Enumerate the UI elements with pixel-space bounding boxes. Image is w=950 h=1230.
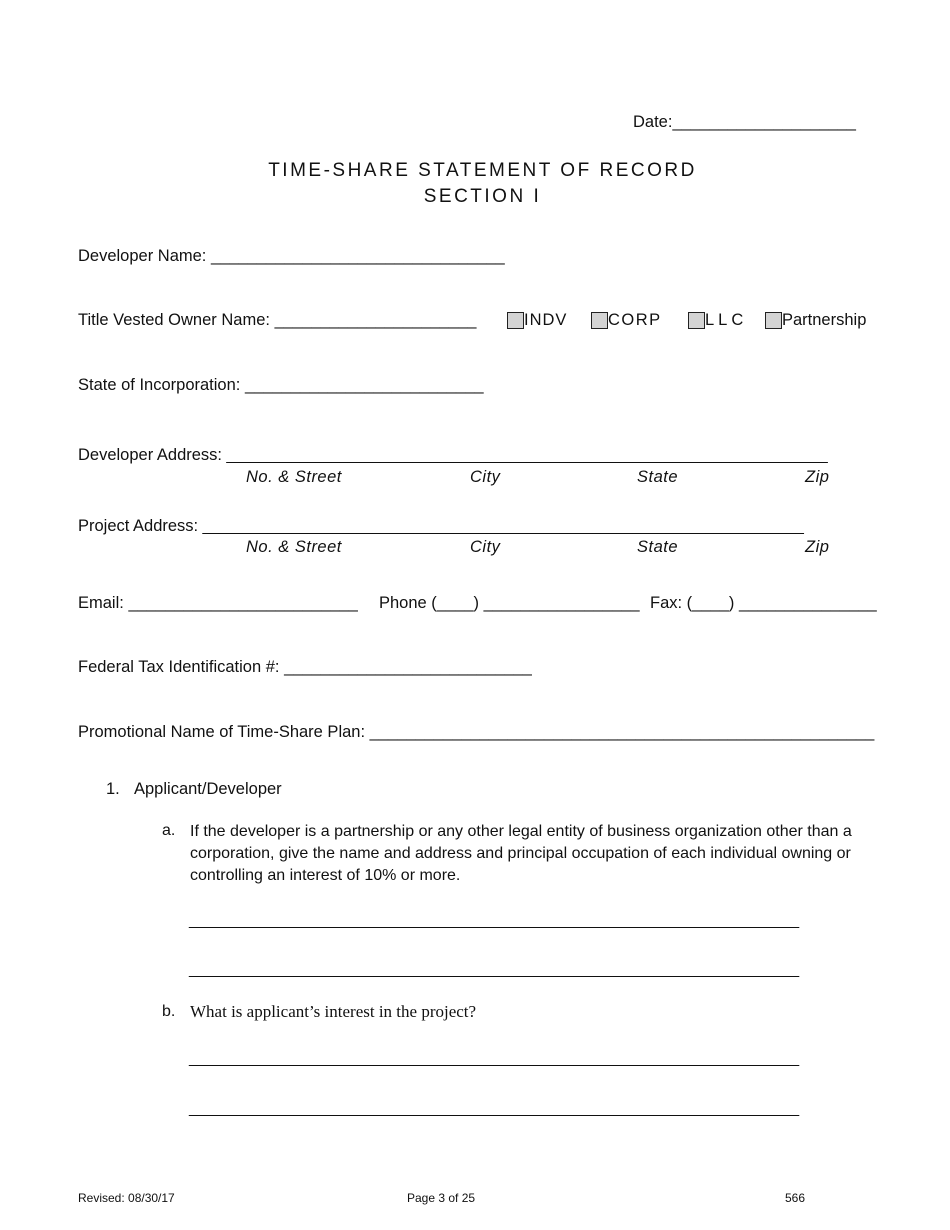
- corp-label: CORP: [608, 311, 662, 329]
- developer-street-caption: No. & Street: [246, 468, 342, 486]
- title-vested-owner-label: Title Vested Owner Name:: [78, 311, 270, 329]
- promotional-name-row: [78, 723, 874, 742]
- item-a-letter: a.: [162, 822, 176, 839]
- title-vested-owner-row: [78, 311, 476, 330]
- owner-type-indv[interactable]: [507, 311, 567, 330]
- developer-zip-caption: Zip: [805, 468, 830, 486]
- item-b-letter: b.: [162, 1003, 176, 1020]
- llc-checkbox[interactable]: [688, 312, 705, 329]
- email-row: [78, 594, 358, 613]
- owner-type-llc[interactable]: [688, 311, 747, 330]
- developer-name-label: Developer Name:: [78, 247, 207, 265]
- email-label: Email:: [78, 594, 124, 612]
- section-1-heading: Applicant/Developer: [134, 780, 282, 798]
- state-of-incorporation-row: [78, 376, 484, 395]
- owner-type-corp[interactable]: [591, 311, 662, 330]
- footer-revised: Revised: 08/30/17: [78, 1191, 175, 1205]
- item-a-answer-line-2[interactable]: ____________________________________________________________________________: [189, 961, 799, 978]
- date-input[interactable]: ____________________: [672, 113, 856, 131]
- llc-label: LLC: [705, 311, 748, 329]
- footer-page-number: Page 3 of 25: [407, 1191, 476, 1205]
- project-address-row: [78, 517, 803, 536]
- owner-type-partnership[interactable]: [765, 311, 866, 330]
- developer-address-label: Developer Address:: [78, 446, 222, 464]
- state-of-incorporation-label: State of Incorporation:: [78, 376, 241, 394]
- project-address-label: Project Address:: [78, 517, 199, 535]
- footer-form-number: 566: [785, 1191, 806, 1205]
- federal-tax-id-input[interactable]: ___________________________: [284, 658, 532, 676]
- developer-name-row: [78, 247, 505, 266]
- phone-label: Phone (____): [379, 594, 479, 612]
- email-input[interactable]: _________________________: [128, 594, 358, 612]
- project-address-input[interactable]: __________________________________________________________________________: [202, 518, 804, 535]
- section-1-number: 1.: [106, 780, 120, 798]
- date-line: [633, 113, 856, 132]
- phone-row: [379, 594, 640, 613]
- project-city-caption: City: [470, 538, 501, 556]
- indv-label: INDV: [524, 311, 568, 329]
- developer-city-caption: City: [470, 468, 501, 486]
- partnership-label: Partnership: [782, 311, 867, 329]
- title-vested-owner-input[interactable]: ______________________: [274, 311, 477, 329]
- fax-input[interactable]: _______________: [738, 594, 877, 612]
- item-b-answer-line-1[interactable]: ____________________________________________________________________________: [189, 1050, 799, 1067]
- federal-tax-id-row: [78, 658, 532, 677]
- federal-tax-id-label: Federal Tax Identification #:: [78, 658, 280, 676]
- indv-checkbox[interactable]: [507, 312, 524, 329]
- fax-label: Fax: (____): [650, 594, 735, 612]
- date-label: Date:: [633, 113, 673, 131]
- item-a-answer-line-1[interactable]: ____________________________________________________________________________: [189, 912, 799, 929]
- corp-checkbox[interactable]: [591, 312, 608, 329]
- developer-address-row: [78, 446, 827, 465]
- item-b-question: What is applicant’s interest in the project?: [190, 1002, 477, 1021]
- developer-name-input[interactable]: ________________________________: [210, 247, 505, 265]
- developer-state-caption: State: [637, 468, 679, 486]
- promotional-name-label: Promotional Name of Time-Share Plan:: [78, 723, 366, 741]
- section-title: SECTION I: [423, 186, 542, 207]
- promotional-name-input[interactable]: _______________________________________________________: [369, 723, 875, 741]
- phone-input[interactable]: _________________: [483, 594, 640, 612]
- document-title: TIME-SHARE STATEMENT OF RECORD: [268, 160, 697, 181]
- developer-address-input[interactable]: __________________________________________________________________________: [226, 447, 828, 464]
- state-of-incorporation-input[interactable]: __________________________: [244, 376, 484, 394]
- project-state-caption: State: [637, 538, 679, 556]
- partnership-checkbox[interactable]: [765, 312, 782, 329]
- fax-row: [650, 594, 877, 613]
- item-b-answer-line-2[interactable]: ____________________________________________________________________________: [189, 1100, 799, 1117]
- project-zip-caption: Zip: [805, 538, 830, 556]
- item-a-question: If the developer is a partnership or any other legal entity of business organization other than a corporation, give the name and address and principal occupation of each individual owning or controlling an interest of 10% or more.: [190, 823, 852, 884]
- project-street-caption: No. & Street: [246, 538, 342, 556]
